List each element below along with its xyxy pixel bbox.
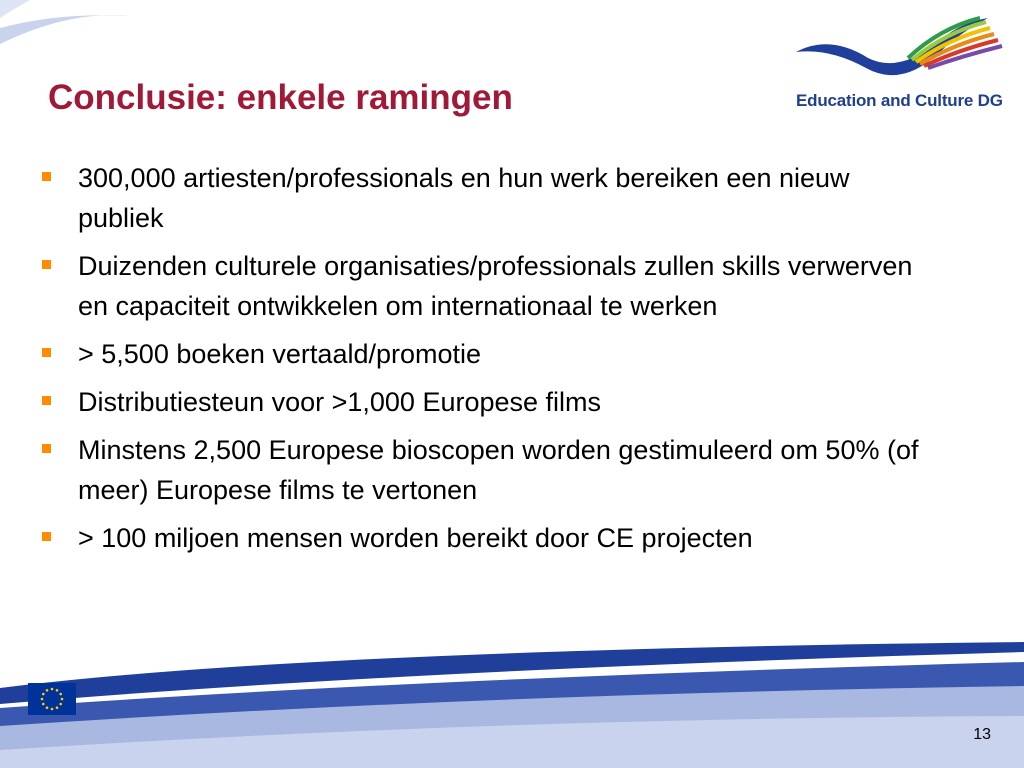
bullet-item bbox=[40, 518, 940, 558]
slide-title: Conclusie: enkele ramingen bbox=[48, 78, 513, 117]
bullet-item bbox=[40, 158, 940, 238]
bullet-item bbox=[40, 382, 940, 422]
top-wave-decoration bbox=[0, 0, 260, 70]
bullet-square-icon bbox=[42, 532, 51, 541]
logo-text: Education and Culture DG bbox=[796, 91, 1003, 110]
eu-flag bbox=[28, 683, 76, 715]
bullet-text: Duizenden culturele organisaties/professionals zullen skills verwerven en capaciteit ontwikkelen om internationaal te werken bbox=[78, 251, 913, 321]
bullet-text: Minstens 2,500 Europese bioscopen worden gestimuleerd om 50% (of meer) Europese films te vertonen bbox=[78, 435, 919, 505]
bullet-text: 300,000 artiesten/professionals en hun werk bereiken een nieuw publiek bbox=[78, 163, 850, 233]
bullet-item bbox=[40, 334, 940, 374]
bullet-square-icon bbox=[42, 396, 51, 405]
bullet-square-icon bbox=[42, 260, 51, 269]
bird-logo-icon bbox=[790, 12, 1010, 90]
bottom-wave-decoration bbox=[0, 630, 1024, 768]
bullet-text: > 5,500 boeken vertaald/promotie bbox=[78, 339, 482, 369]
bullet-text: > 100 miljoen mensen worden bereikt door CE projecten bbox=[78, 523, 753, 553]
bullet-item bbox=[40, 246, 940, 326]
bullet-square-icon bbox=[42, 172, 51, 181]
bullet-item bbox=[40, 430, 940, 510]
education-and-culture-logo bbox=[790, 12, 1010, 122]
bullet-square-icon bbox=[42, 444, 51, 453]
bullet-square-icon bbox=[42, 348, 51, 357]
page-number: 13 bbox=[973, 726, 991, 743]
bullet-list bbox=[40, 158, 940, 566]
bullet-text: Distributiesteun voor >1,000 Europese films bbox=[78, 387, 602, 417]
eu-flag-icon bbox=[28, 683, 76, 715]
